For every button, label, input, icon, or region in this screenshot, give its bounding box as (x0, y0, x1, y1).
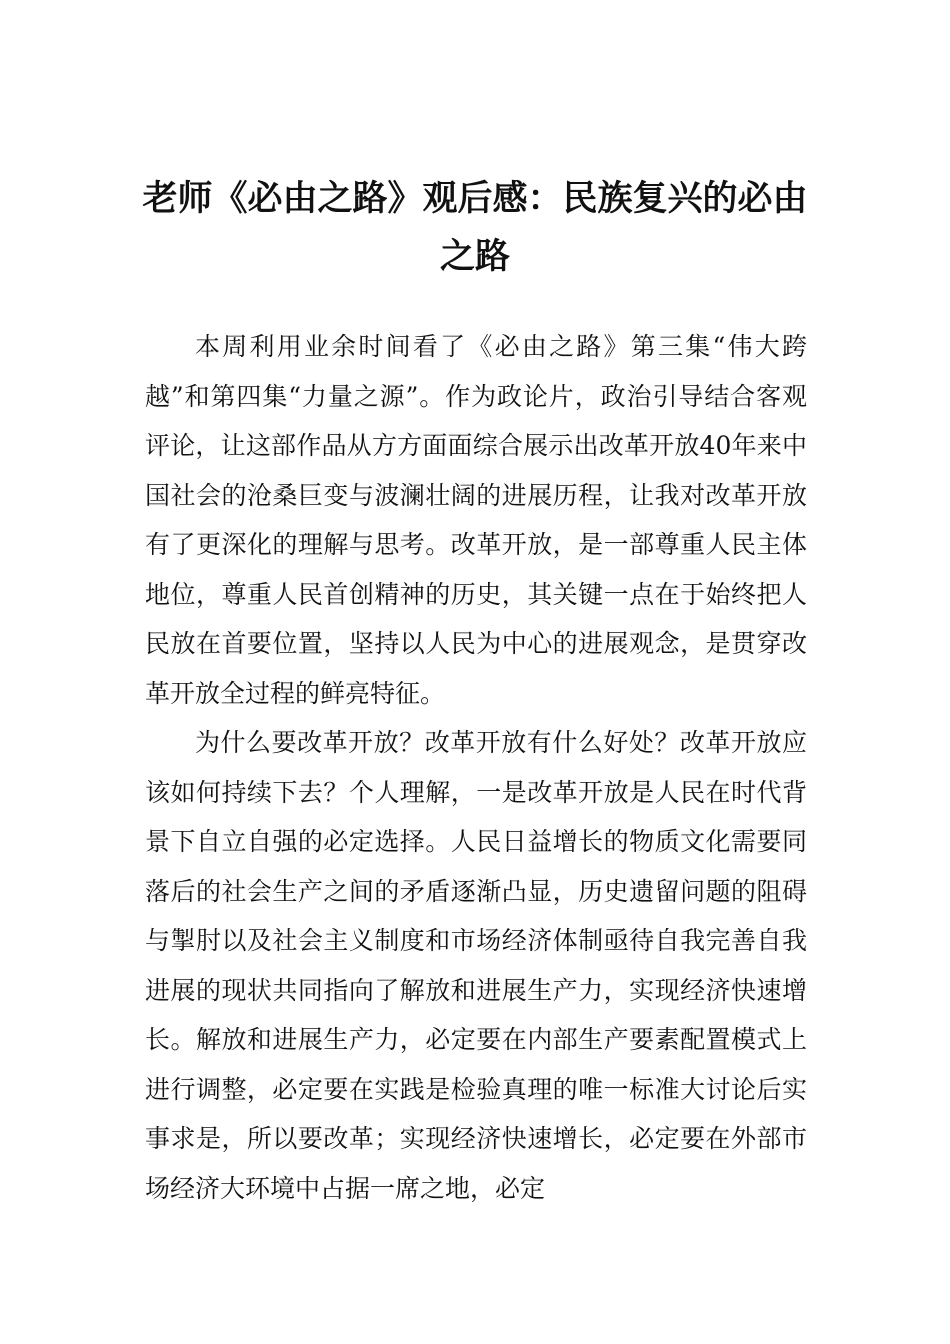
paragraph-1: 本周利用业余时间看了《必由之路》第三集“伟大跨越”和第四集“力量之源”。作为政论片，政治引导结合客观评论，让这部作品从方方面面综合展示出改革开放40年来中国社会的沧桑巨变与波澜壮阔的进展历程，让我对改革开放有了更深化的理解与思考。改革开放，是一部尊重人民主体地位，尊重人民首创精神的历史，其关键一点在于始终把人民放在首要位置，坚持以人民为中心的进展观念，是贯穿改革开放全过程的鲜亮特征。 (145, 332, 807, 708)
paragraph-2: 为什么要改革开放？改革开放有什么好处？改革开放应该如何持续下去？个人理解，一是改革开放是人民在时代背景下自立自强的必定选择。人民日益增长的物质文化需要同落后的社会生产之间的矛盾逐渐凸显，历史遗留问题的阻碍与掣肘以及社会主义制度和市场经济体制亟待自我完善自我进展的现状共同指向了解放和进展生产力，实现经济快速增长。解放和进展生产力，必定要在内部生产要素配置模式上进行调整，必定要在实践是检验真理的唯一标准大讨论后实事求是，所以要改革；实现经济快速增长，必定要在外部市场经济大环境中占据一席之地，必定 (145, 728, 807, 1203)
document-title: 老师《必由之路》观后感：民族复兴的必由之路 (142, 178, 808, 277)
document-body (145, 322, 807, 1213)
